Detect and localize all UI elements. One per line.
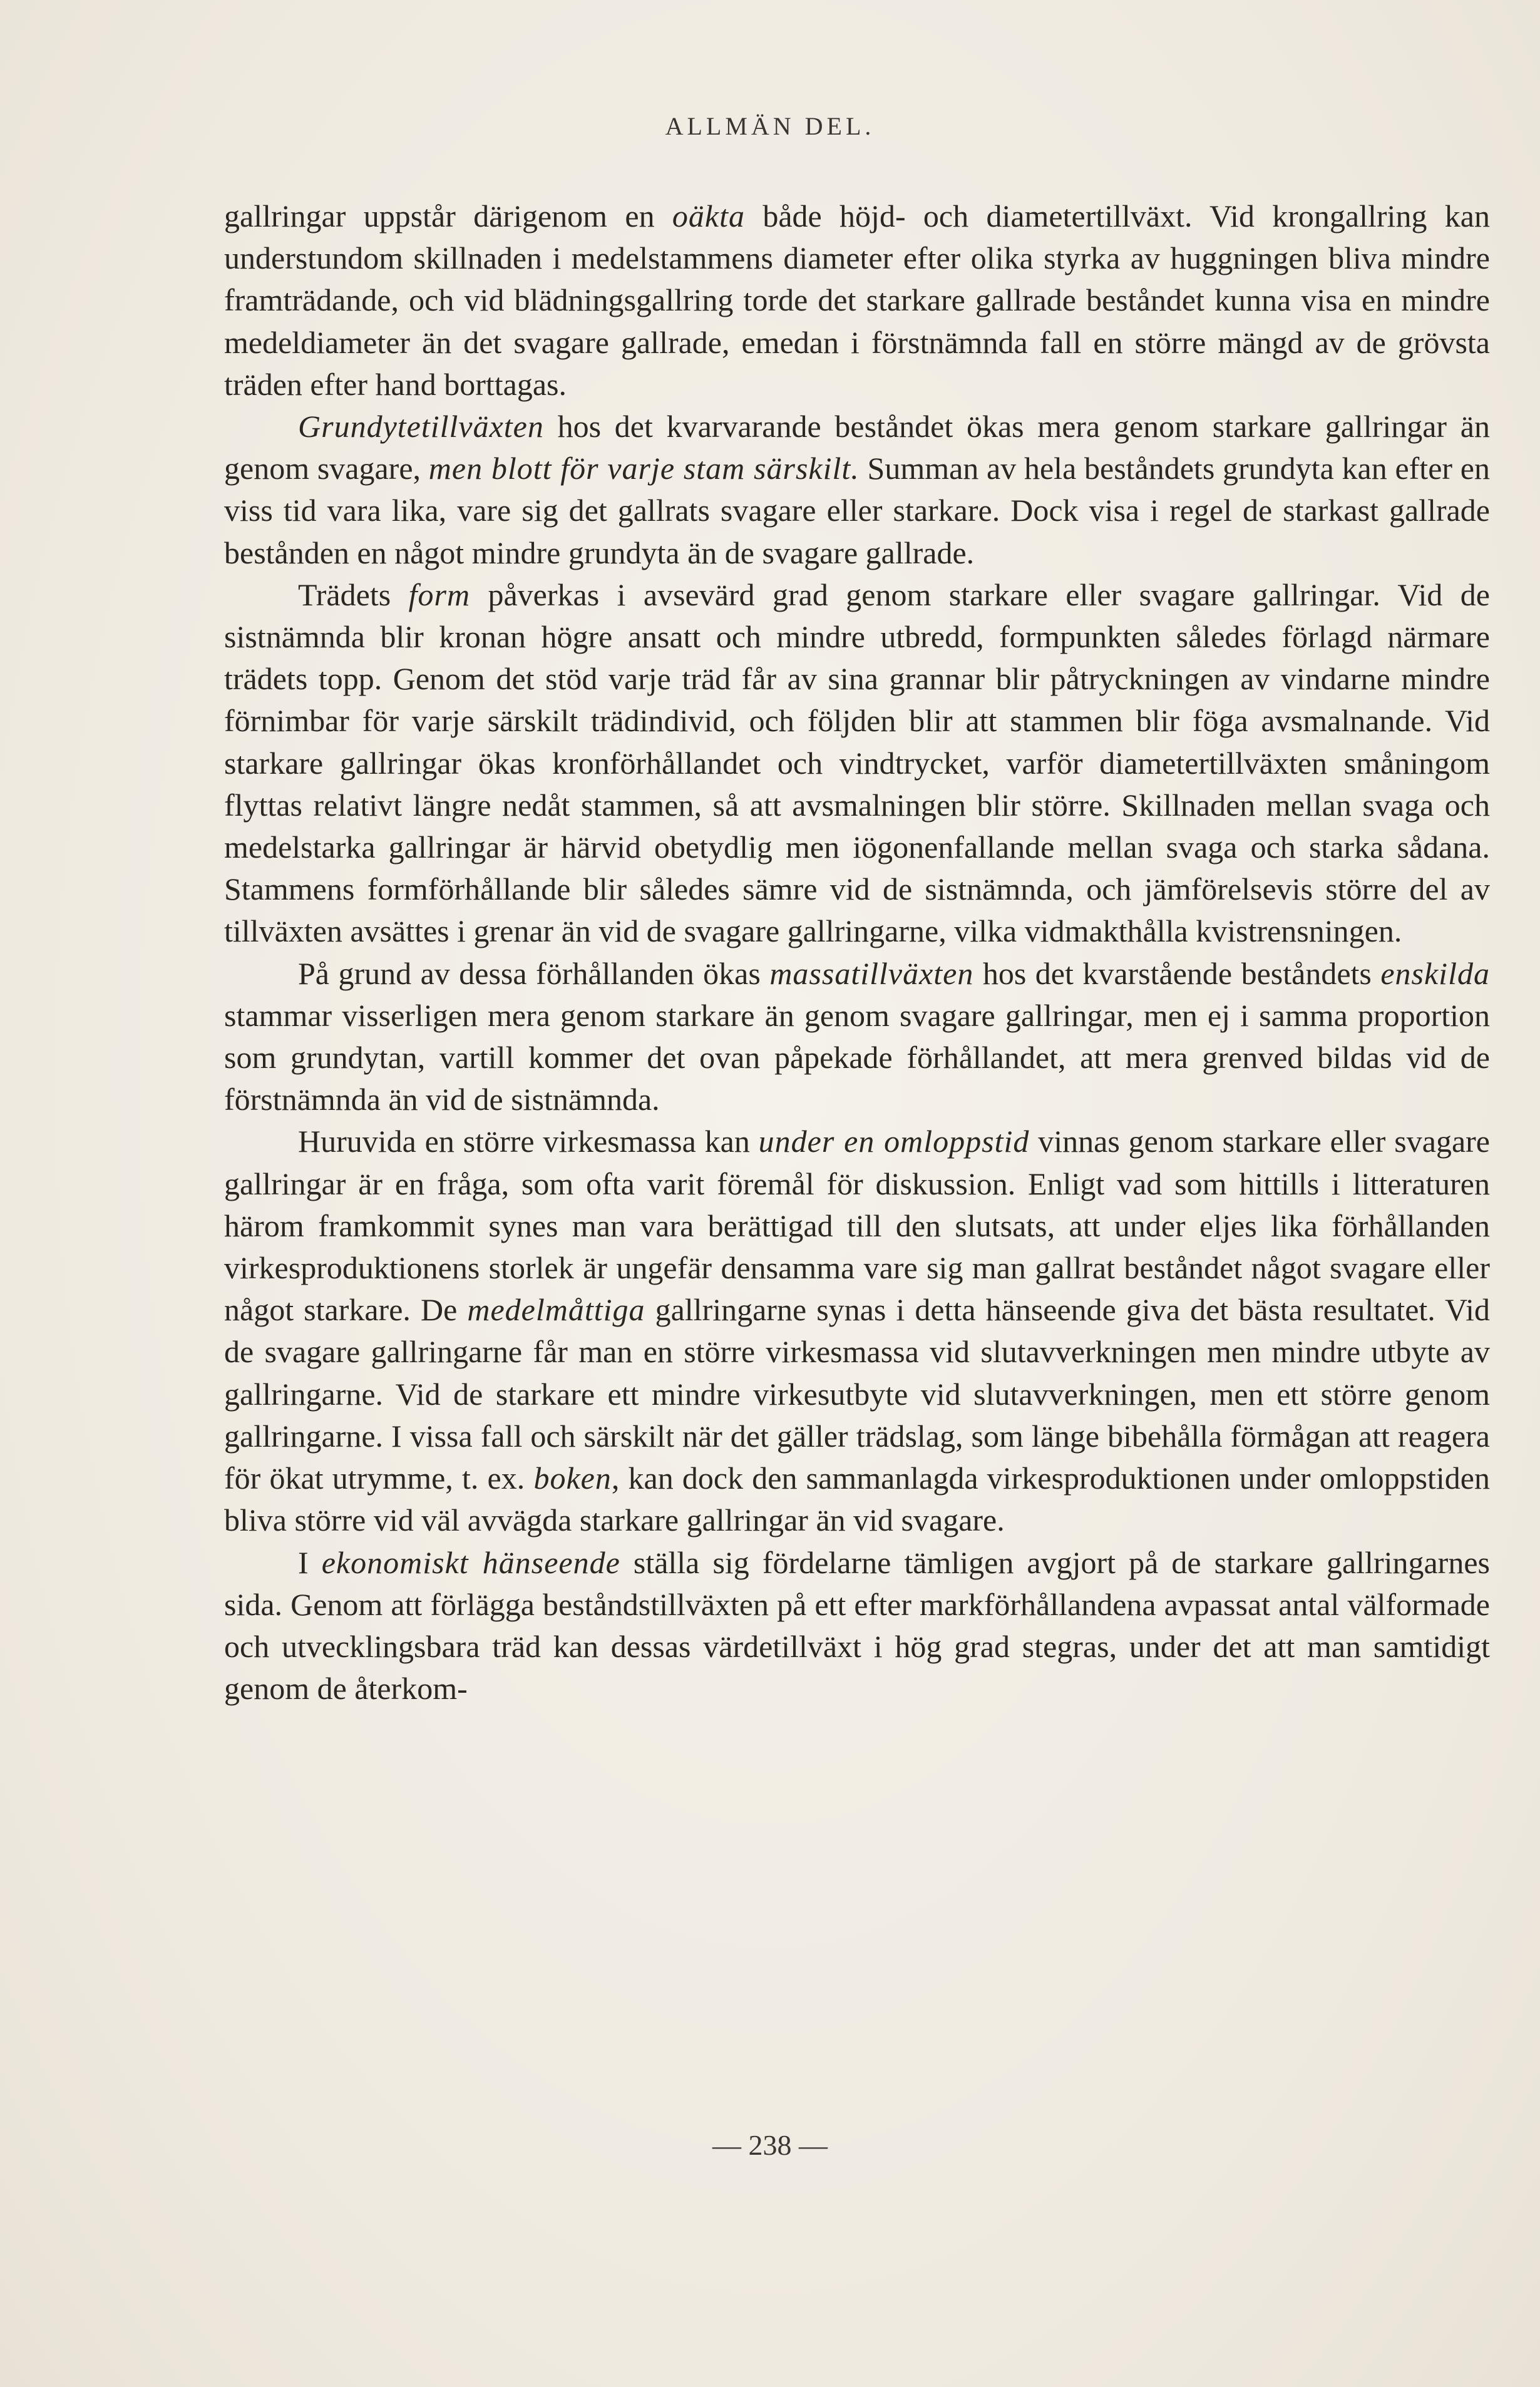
paragraph (224, 953, 1490, 1121)
emphasis: enskilda (1380, 955, 1490, 991)
text-run: hos det kvarvarande beståndet ökas mera genom starkare gallringar än genom svagare, (224, 409, 1490, 486)
text-run: påverkas i avsevärd grad genom starkare eller svagare gallringar. Vid de sistnämnda blir kronan högre ansatt och mindre utbredd, formpunkten således förlagd närmare trädets topp. Genom det stöd varje träd får av sina grannar blir påtryckningen av vindarne mindre förnimbar för varje särskilt trädindivid, och följden blir att stammen blir föga avsmalnande. Vid starkare gallringar ökas kronförhållandet och vindtrycket, varför diametertillväxten småningom flyttas relativt längre nedåt stammen, så att avsmalningen blir större. Skillnaden mellan svaga och medelstarka gallringar är härvid obetydlig men iögonenfallande mellan svaga och starka sådana. Stammens formförhållande blir således sämre vid de sistnämnda, och jämförelsevis större del av tillväxten avsättes i grenar än vid de svagare gallringarne, vilka vidmakthålla kvistrensningen. (224, 577, 1490, 949)
paragraph (224, 406, 1490, 574)
paragraph (224, 195, 1490, 406)
emphasis: massatillväxten (769, 955, 974, 991)
body-text (224, 195, 1490, 1710)
paragraph (224, 1542, 1490, 1710)
paragraph (224, 1121, 1490, 1541)
emphasis: under en omloppstid (758, 1124, 1030, 1159)
text-run: vinnas genom starkare eller svagare gallringar är en fråga, som ofta varit föremål för diskussion. Enligt vad som hittills i litteraturen härom framkommit synes man vara berättigad till den slutsats, att under eljes lika förhållanden virkesproduktionens storlek är ungefär densamma vare sig man gallrat beståndet något svagare eller något starkare. De (224, 1124, 1490, 1328)
page-number: — 238 — (712, 2129, 828, 2161)
emphasis: medelmåttiga (467, 1292, 645, 1328)
emphasis: oäkta (672, 198, 745, 234)
text-run: gallringar uppstår därigenom en (224, 198, 672, 234)
text-run: I (298, 1544, 322, 1580)
emphasis: form (408, 577, 471, 612)
emphasis: boken (533, 1460, 612, 1496)
text-run: Huruvida en större virkesmassa kan (298, 1124, 759, 1159)
emphasis: ekonomiskt hänseende (321, 1544, 620, 1580)
text-run: , kan dock den sammanlagda virkesproduktionen under omloppstiden bliva större vid väl avvägda starkare gallringar än vid svagare. (224, 1460, 1490, 1538)
emphasis: Grundytetillväxten (298, 409, 544, 444)
text-run: På grund av dessa förhållanden ökas (298, 955, 770, 991)
text-run: både höjd- och diametertillväxt. Vid krongallring kan understundom skillnaden i medelstammens diameter efter olika styrka av huggningen bliva mindre framträdande, och vid blädningsgallring torde det starkare gallrade beståndet kunna visa en mindre medeldiameter än det svagare gallrade, emedan i förstnämnda fall en större mängd av de grövsta träden efter hand borttagas. (224, 198, 1490, 402)
emphasis: men blott för varje stam särskilt. (428, 451, 860, 486)
text-run: hos det kvarstående beståndets (973, 955, 1381, 991)
text-run: gallringarne synas i detta hänseende giva det bästa resultatet. Vid de svagare gallringarne får man en större virkesmassa vid slutavverkningen men mindre utbyte av gallringarne. Vid de starkare ett mindre virkesutbyte vid slutavverkningen, men ett större genom gallringarne. I vissa fall och särskilt när det gäller trädslag, som länge bibehålla förmågan att reagera för ökat utrymme, t. ex. (224, 1292, 1490, 1496)
running-head: ALLMÄN DEL. (665, 112, 875, 140)
text-run: Summan av hela beståndets grundyta kan efter en viss tid vara lika, vare sig det gallrats svagare eller starkare. Dock visa i regel de starkast gallrade bestånden en något mindre grundyta än de svagare gallrade. (224, 451, 1490, 570)
paragraph (224, 574, 1490, 953)
text-run: stammar visserligen mera genom starkare än genom svagare gallringar, men ej i samma proportion som grundytan, vartill kommer det ovan påpekade förhållandet, att mera grenved bildas vid de förstnämnda än vid de sistnämnda. (224, 997, 1490, 1117)
text-run: ställa sig fördelarne tämligen avgjort på de starkare gallringarnes sida. Genom att förlägga beståndstillväxten på ett efter markförhållandena avpassat antal välformade och utvecklingsbara träd kan dessas värdetillväxt i hög grad stegras, under det att man samtidigt genom de återkom- (224, 1544, 1490, 1707)
text-run: Trädets (298, 577, 409, 612)
